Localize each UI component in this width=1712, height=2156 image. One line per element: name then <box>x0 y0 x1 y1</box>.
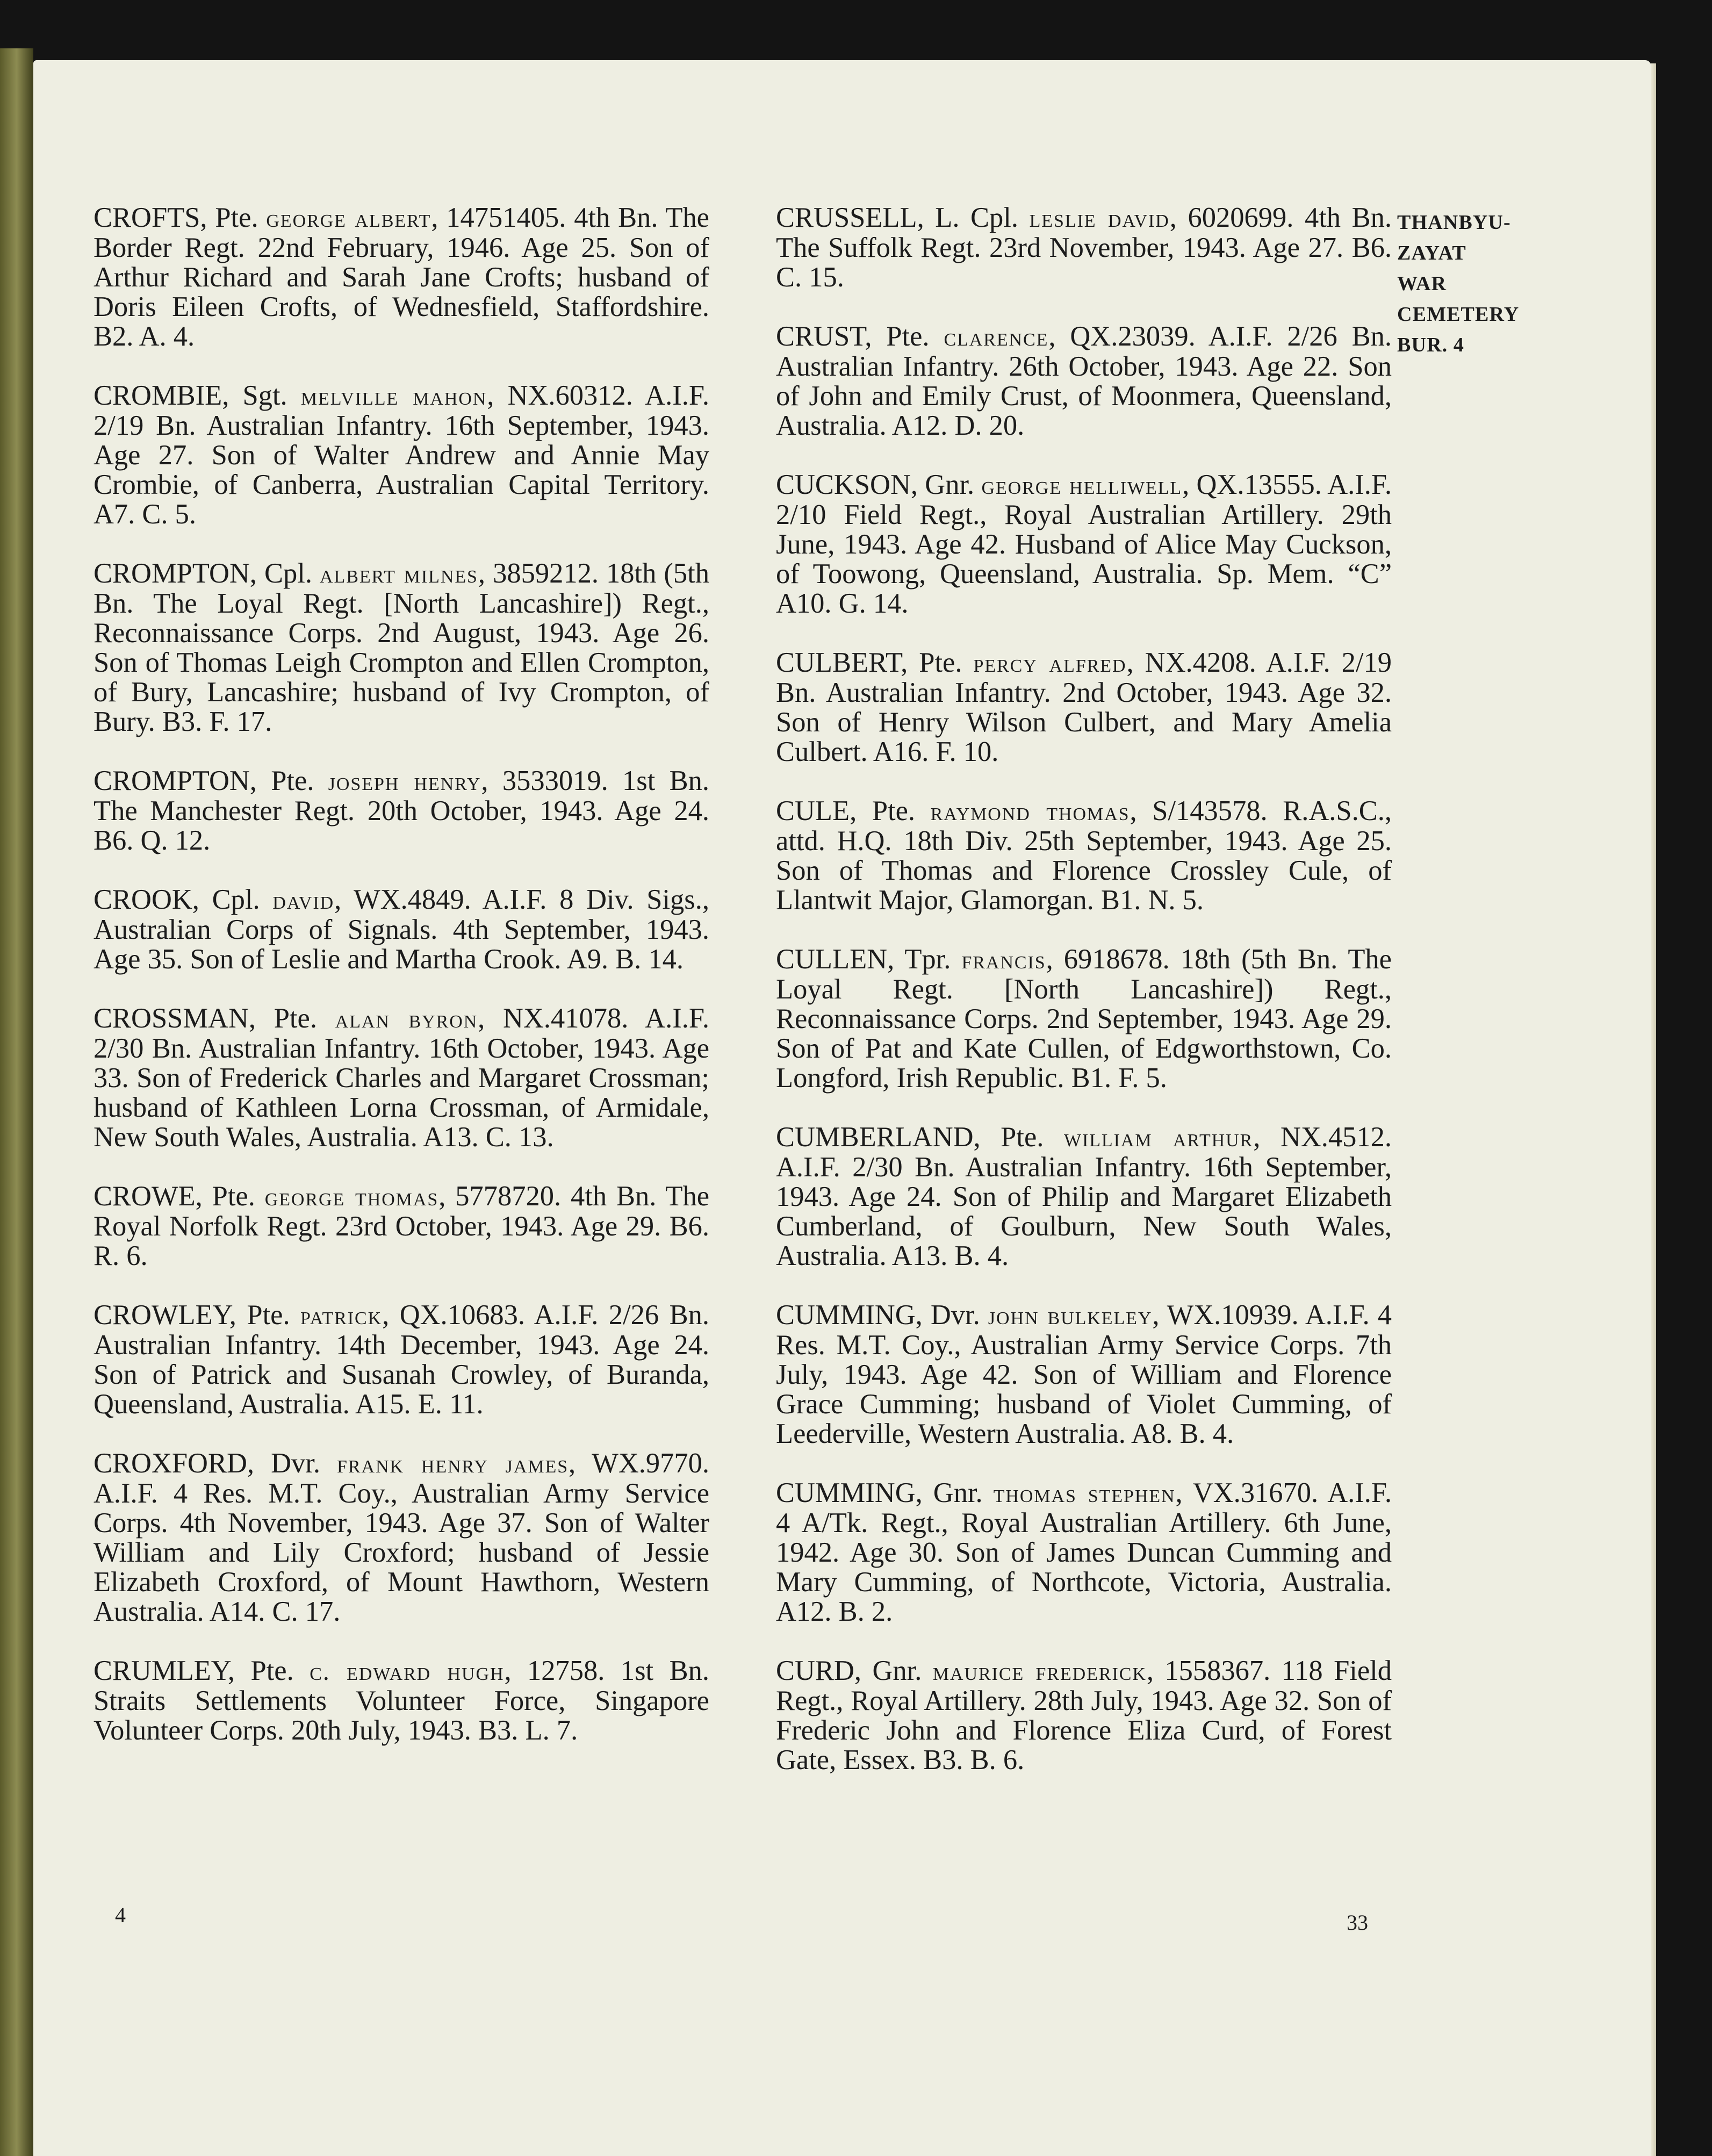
page-number-left: 4 <box>115 1903 126 1927</box>
entry-surname: CROOK <box>93 884 192 915</box>
entry-rank: , Gnr. <box>910 469 982 500</box>
casualty-entry <box>93 559 709 737</box>
margin-note-line: CEMETERY <box>1397 303 1520 326</box>
entry-details: , S/143578. R.A.S.C., attd. H.Q. 18th Div. 25th September, 1943. Age 25. Son of Thomas and Florence Crossley Cule, of Llantwit Major, Glamorgan. B1. N. 5. <box>776 795 1392 916</box>
casualty-entry <box>93 1300 709 1419</box>
entry-rank: , Pte. <box>227 1655 310 1686</box>
entry-surname: CULBERT <box>776 647 901 678</box>
entry-details: , 5778720. 4th Bn. The Royal Norfolk Regt. 23rd October, 1943. Age 29. B6. R. 6. <box>93 1181 709 1271</box>
casualty-entry <box>93 1004 709 1152</box>
entry-surname: CROXFORD <box>93 1448 247 1479</box>
casualty-entry <box>776 1123 1392 1271</box>
entry-details: , 3859212. 18th (5th Bn. The Loyal Regt. [North Lancashire]) Regt., Reconnaissance Corps. 2nd August, 1943. Age 26. Son of Thomas Leigh Crompton and Ellen Crompton, of Bury, Lancashire; husband of Ivy Crompton, of Bury. B3. F. 17. <box>93 558 709 737</box>
entry-surname: CROMBIE <box>93 380 222 411</box>
entry-forenames: albert milnes <box>320 560 478 588</box>
entry-rank: , Pte. <box>249 765 328 796</box>
entry-surname: CROWLEY <box>93 1299 229 1331</box>
entry-surname: CROSSMAN <box>93 1003 249 1034</box>
entry-forenames: percy alfred <box>973 649 1127 678</box>
entry-forenames: david <box>272 886 335 915</box>
entry-surname: CRUSSELL <box>776 202 917 233</box>
entry-forenames: maurice frederick <box>932 1657 1147 1686</box>
margin-note-line: THANBYU- <box>1397 211 1511 234</box>
entry-forenames: john bulkeley <box>988 1302 1153 1330</box>
entry-details: , QX.10683. A.I.F. 2/26 Bn. Australian Infantry. 14th December, 1943. Age 24. Son of Patrick and Susanah Crowley, of Buranda, Queensland, Australia. A15. E. 11. <box>93 1299 709 1420</box>
entry-surname: CROWE <box>93 1181 196 1212</box>
entry-forenames: william arthur <box>1063 1124 1254 1152</box>
entry-surname: CUMMING <box>776 1299 916 1331</box>
entry-forenames: raymond thomas <box>930 797 1130 826</box>
cemetery-margin-note <box>1397 207 1520 361</box>
entry-surname: CUCKSON <box>776 469 911 500</box>
entry-forenames: patrick <box>300 1302 383 1330</box>
entry-forenames: leslie david <box>1029 204 1170 233</box>
entry-surname: CUMBERLAND <box>776 1122 974 1153</box>
entry-surname: CULLEN <box>776 944 888 975</box>
entry-details: , NX.4512. A.I.F. 2/30 Bn. Australian Infantry. 16th September, 1943. Age 24. Son of Philip and Margaret Elizabeth Cumberland, of Goulburn, New South Wales, Australia. A13. B. 4. <box>776 1122 1392 1271</box>
entry-forenames: melville mahon <box>300 382 487 411</box>
casualty-entry <box>93 203 709 351</box>
entry-details: , 3533019. 1st Bn. The Manchester Regt. 20th October, 1943. Age 24. B6. Q. 12. <box>93 765 709 856</box>
entry-rank: , L. Cpl. <box>917 202 1030 233</box>
entry-rank: , Sgt. <box>222 380 301 411</box>
entry-details: , 6020699. 4th Bn. The Suffolk Regt. 23rd November, 1943. Age 27. B6. C. 15. <box>776 202 1392 293</box>
casualty-entry <box>776 648 1392 767</box>
entry-details: , WX.10939. A.I.F. 4 Res. M.T. Coy., Australian Army Service Corps. 7th July, 1943. Age 42. Son of William and Florence Grace Cumming; husband of Violet Cumming, of Leederville, Western Australia. A8. B. 4. <box>776 1299 1392 1449</box>
entry-surname: CRUMLEY <box>93 1655 228 1686</box>
casualty-entry <box>776 470 1392 619</box>
left-column <box>93 203 709 1775</box>
entry-surname: CULE <box>776 795 850 827</box>
casualty-entry <box>776 1656 1392 1775</box>
entry-details: , NX.60312. A.I.F. 2/19 Bn. Australian Infantry. 16th September, 1943. Age 27. Son of Walter Andrew and Annie May Crombie, of Canberra, Australian Capital Territory. A7. C. 5. <box>93 380 709 530</box>
entry-details: , 1558367. 118 Field Regt., Royal Artillery. 28th July, 1943. Age 32. Son of Frederic John and Florence Eliza Curd, of Forest Gate, Essex. B3. B. 6. <box>776 1655 1392 1776</box>
entry-rank: , Tpr. <box>887 944 962 975</box>
entry-details: , NX.41078. A.I.F. 2/30 Bn. Australian Infantry. 16th October, 1943. Age 33. Son of Frederick Charles and Margaret Crossman; husband of Kathleen Lorna Crossman, of Armidale, New South Wales, Australia. A13. C. 13. <box>93 1003 709 1153</box>
entry-details: , QX.13555. A.I.F. 2/10 Field Regt., Royal Australian Artillery. 29th June, 1943. Age 42. Husband of Alice May Cuckson, of Toowong, Queensland, Australia. Sp. Mem. “C” A10. G. 14. <box>776 469 1392 619</box>
book-spine <box>0 48 33 2156</box>
entry-rank: , Pte. <box>973 1122 1064 1153</box>
entry-details: , 6918678. 18th (5th Bn. The Loyal Regt. [North Lancashire]) Regt., Reconnaissance Corps. 2nd September, 1943. Age 29. Son of Pat and Kate Cullen, of Edgworthstown, Co. Longford, Irish Republic. B1. F. 5. <box>776 944 1392 1094</box>
entry-forenames: george albert <box>266 204 431 233</box>
entry-forenames: francis <box>961 946 1046 974</box>
casualty-entry <box>93 1656 709 1745</box>
casualty-entry <box>93 1449 709 1627</box>
entry-forenames: frank henry james <box>337 1450 569 1478</box>
entry-surname: CRUST <box>776 321 865 352</box>
entry-details: , WX.4849. A.I.F. 8 Div. Sigs., Australian Corps of Signals. 4th September, 1943. Age 35. Son of Leslie and Martha Crook. A9. B. 14. <box>93 884 709 975</box>
casualty-entry <box>93 1182 709 1271</box>
entry-surname: CROFTS <box>93 202 200 233</box>
entry-rank: , Pte. <box>200 202 267 233</box>
right-column <box>776 203 1392 1805</box>
casualty-entry <box>776 1478 1392 1627</box>
entry-rank: , Cpl. <box>249 558 320 589</box>
entry-rank: , Dvr. <box>247 1448 337 1479</box>
casualty-entry <box>776 796 1392 915</box>
entry-rank: , Dvr. <box>915 1299 988 1331</box>
entry-forenames: thomas stephen <box>993 1479 1176 1508</box>
casualty-entry <box>93 766 709 856</box>
entry-rank: , Pte. <box>195 1181 265 1212</box>
entry-details: , WX.9770. A.I.F. 4 Res. M.T. Coy., Australian Army Service Corps. 4th November, 1943. Age 37. Son of Walter William and Lily Croxford; husband of Jessie Elizabeth Croxford, of Mount Hawthorn, Western Australia. A14. C. 17. <box>93 1448 709 1627</box>
entry-surname: CROMPTON <box>93 558 250 589</box>
entry-rank: , Pte. <box>865 321 944 352</box>
page-number-right: 33 <box>1347 1910 1368 1935</box>
entry-details: , 12758. 1st Bn. Straits Settlements Volunteer Force, Singapore Volunteer Corps. 20th July, 1943. B3. L. 7. <box>93 1655 709 1746</box>
casualty-entry <box>776 322 1392 441</box>
entry-rank: , Pte. <box>901 647 974 678</box>
entry-forenames: joseph henry <box>328 767 481 796</box>
entry-details: , NX.4208. A.I.F. 2/19 Bn. Australian Infantry. 2nd October, 1943. Age 32. Son of Henry Wilson Culbert, and Mary Amelia Culbert. A16. F. 10. <box>776 647 1392 767</box>
entry-rank: , Pte. <box>248 1003 335 1034</box>
entry-forenames: c. edward hugh <box>310 1657 505 1686</box>
margin-note-line: BUR. 4 <box>1397 334 1465 356</box>
entry-rank: , Pte. <box>850 795 931 827</box>
entry-rank: , Pte. <box>229 1299 301 1331</box>
entry-rank: , Gnr. <box>854 1655 933 1686</box>
entry-rank: , Gnr. <box>915 1477 994 1508</box>
casualty-entry <box>776 203 1392 292</box>
entry-rank: , Cpl. <box>192 884 273 915</box>
entry-details: , QX.23039. A.I.F. 2/26 Bn. Australian Infantry. 26th October, 1943. Age 22. Son of John and Emily Crust, of Moonmera, Queensland, Australia. A12. D. 20. <box>776 321 1392 441</box>
entry-forenames: clarence <box>944 323 1049 351</box>
casualty-entry <box>93 381 709 529</box>
entry-details: , VX.31670. A.I.F. 4 A/Tk. Regt., Royal Australian Artillery. 6th June, 1942. Age 30. Son of James Duncan Cumming and Mary Cumming, of Northcote, Victoria, Australia. A12. B. 2. <box>776 1477 1392 1627</box>
entry-forenames: george helliwell <box>981 471 1183 500</box>
margin-note-line: WAR <box>1397 272 1447 295</box>
entry-surname: CUMMING <box>776 1477 916 1508</box>
casualty-entry <box>776 1300 1392 1449</box>
margin-note-line: ZAYAT <box>1397 242 1466 264</box>
casualty-entry <box>776 945 1392 1093</box>
entry-forenames: george thomas <box>264 1183 439 1211</box>
entry-details: , 14751405. 4th Bn. The Border Regt. 22nd February, 1946. Age 25. Son of Arthur Richard and Sarah Jane Crofts; husband of Doris Eileen Crofts, of Wednesfield, Staffordshire. B2. A. 4. <box>93 202 709 352</box>
entry-forenames: alan byron <box>335 1005 478 1033</box>
casualty-entry <box>93 885 709 974</box>
entry-surname: CROMPTON <box>93 765 250 796</box>
entry-surname: CURD <box>776 1655 854 1686</box>
